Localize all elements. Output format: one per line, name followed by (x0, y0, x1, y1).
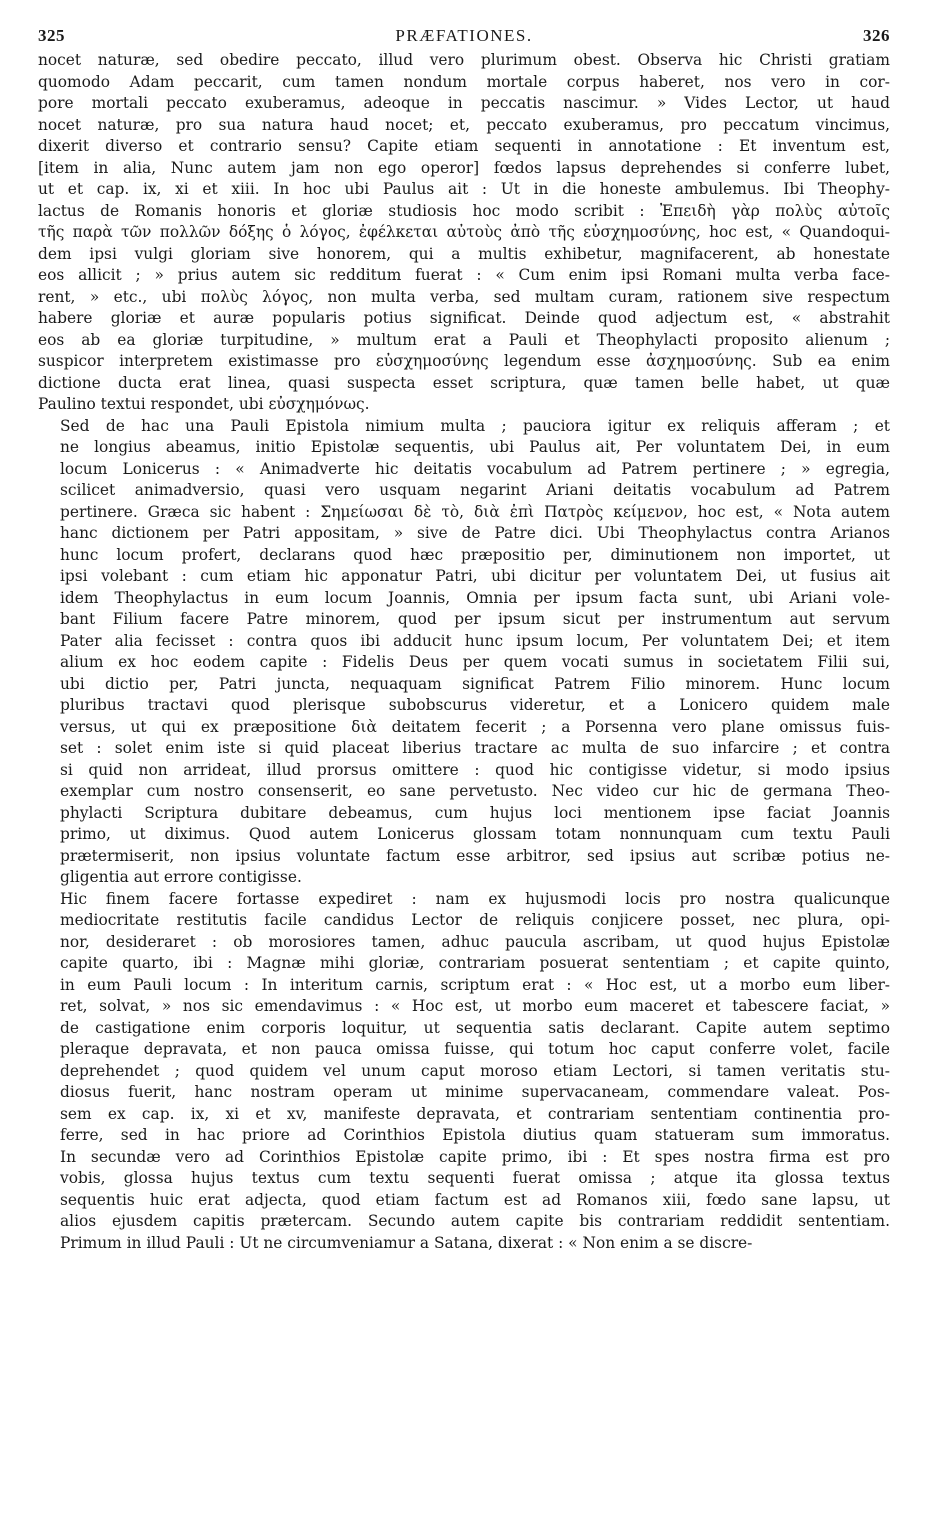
text-line: Sed de hac una Pauli Epistola nimium multa ; pauciora igitur ex reliquis afferam ; et (60, 416, 890, 435)
text-line: alios ejusdem capitis prætercam. Secundo autem capite bis contrariam reddidit sententiam. (60, 1212, 890, 1230)
text-line: lactus de Romanis honoris et gloriæ studiosis hoc modo scribit : Ἐπειδὴ γὰρ πολὺς αὐτοῖς (38, 201, 890, 220)
text-line: Primum in illud Pauli : Ut ne circumveniamur a Satana, dixerat : « Non enim a se discre- (60, 1233, 753, 1252)
text-line: Paulino textui respondet, ubi εὐσχημόνως. (38, 395, 370, 413)
text-line: diosus fuerit, hanc nostram operam ut minime supervacaneam, commendare valeat. Pos- (60, 1083, 890, 1101)
text-line: hanc dictionem per Patri appositam, » sive de Patre dici. Ubi Theophylactus contra Arianos (60, 524, 890, 542)
text-line: sem ex cap. ix, xi et xv, manifeste depravata, et contrariam sententiam continentia pro- (60, 1104, 890, 1123)
text-line: ipsi volebant : cum etiam hic apponatur Patri, ubi dicitur per voluntatem Dei, ut fusius ait (60, 567, 890, 585)
text-line: versus, ut qui ex præpositione διὰ deitatem fecerit ; a Porsenna vero plane omissus fuis- (60, 717, 890, 736)
text-line: capite quarto, ibi : Magnæ mihi gloriæ, contrariam posuerat sententiam ; et capite quinto, (60, 954, 890, 972)
text-line: habere gloriæ et auræ popularis potius significat. Deinde quod adjectum est, « abstrahit (38, 309, 890, 327)
text-line: prætermiserit, non ipsius voluntate factum esse arbitror, sed ipsius aut scribæ potius ne- (60, 846, 890, 865)
text-line: ret, solvat, » nos sic emendavimus : « Hoc est, ut morbo eum maceret et tabescere faciat, » (60, 997, 890, 1015)
text-line: ferre, sed in hac priore ad Corinthios Epistola diutius quam statueram sum immoratus. (60, 1126, 890, 1144)
text-line: mediocritate restitutis facile candidus Lector de reliquis conjicere posset, nec plura, opi- (60, 911, 890, 929)
text-line: pluribus tractavi quod plerisque subobscurus videretur, et a Lonicero quidem male (60, 696, 890, 714)
text-line: gligentia aut errore contigisse. (60, 868, 302, 886)
text-line: bant Filium facere Patre minorem, quod per ipsum sicut per instrumentum aut servum (60, 610, 890, 628)
text-line: pore mortali peccato exuberamus, adeoque in peccatis nascimur. » Vides Lector, ut haud (38, 94, 890, 112)
text-line: suspicor interpretem existimasse pro εὐσχημοσύνης legendum esse ἀσχημοσύνης. Sub ea enim (38, 352, 890, 370)
text-line: pertinere. Græca sic habent : Σημείωσαι δὲ τὸ, διὰ ἐπὶ Πατρὸς κείμενον, hoc est, « Nota autem (60, 502, 890, 521)
paragraph (38, 889, 890, 1255)
text-line: ne longius abeamus, initio Epistolæ sequentis, ubi Paulus ait, Per voluntatem Dei, in eum (60, 438, 890, 456)
text-line: Pater alia fecisset : contra quos ibi adducit hunc ipsum locum, Per voluntatem Dei; et item (60, 631, 890, 650)
text-line: sequentis huic erat adjecta, quod etiam factum est ad Romanos xiii, fœdo sane lapsu, ut (60, 1190, 890, 1209)
text-line: dictione ducta erat linea, quasi suspecta esset scriptura, quæ tamen belle habet, ut quæ (38, 373, 890, 392)
text-line: quomodo Adam peccarit, cum tamen nondum mortale corpus haberet, nos vero in cor- (38, 72, 890, 91)
text-line: primo, ut diximus. Quod autem Lonicerus glossam totam nonnunquam cum textu Pauli (60, 825, 890, 843)
paragraph (38, 50, 890, 416)
text-line: locum Lonicerus : « Animadverte hic deitatis vocabulum ad Patrem pertinere ; » egregia, (60, 459, 890, 478)
text-line: rent, » etc., ubi πολὺς λόγος, non multa verba, sed multam curam, rationem sive respectum (38, 287, 890, 306)
text-line: phylacti Scriptura dubitare debeamus, cum hujus loci mentionem ipse faciat Joannis (60, 803, 890, 822)
text-line: set : solet enim iste si quid placeat liberius tractare ac multa de suo infarcire ; et contra (60, 739, 890, 757)
text-line: pleraque depravata, et non pauca omissa fuisse, qui totum hoc caput conferre volet, facile (60, 1040, 890, 1058)
text-line: in eum Pauli locum : In interitum carnis, scriptum erat : « Hoc est, ut a morbo eum liber- (60, 975, 890, 994)
text-line: vobis, glossa hujus textus cum textu sequenti fuerat omissa ; atque ita glossa textus (60, 1169, 890, 1187)
text-line: si quid non arrideat, illud prorsus omittere : quod hic contigisse videtur, si modo ipsius (60, 760, 890, 779)
text-line: dem ipsi vulgi gloriam sive honorem, qui a multis exhibetur, magnifacerent, ab honestate (38, 244, 890, 263)
paragraph (38, 416, 890, 889)
page-number-right: 326 (863, 26, 890, 45)
text-line: deprehendet ; quod quidem vel unum caput moroso etiam Lectori, si tamen veritatis stu- (60, 1061, 890, 1080)
text-line: exemplar cum nostro consenserit, eo sane pervetusto. Nec video cur hic de germana Theo- (60, 782, 890, 800)
text-line: nocet naturæ, pro sua natura haud nocet; et, peccato exuberamus, pro peccatum vincimus, (38, 115, 890, 134)
text-line: eos ab ea gloriæ turpitudine, » multum erat a Pauli et Theophylacti proposito alienum ; (38, 330, 890, 349)
text-line: alium ex hoc eodem capite : Fidelis Deus per quem vocati sumus in societatem Filii sui, (60, 653, 890, 671)
text-line: eos allicit ; » prius autem sic redditum fuerat : « Cum enim ipsi Romani multa verba face- (38, 266, 890, 284)
text-line: dixerit diverso et contrario sensu? Capite etiam sequenti in annotatione : Et inventum est, (38, 137, 890, 155)
text-line: scilicet animadversio, quasi vero usquam negarint Ariani deitatis vocabulum ad Patrem (60, 481, 890, 499)
text-line: de castigatione enim corporis loquitur, ut sequentia satis declarant. Capite autem septimo (60, 1018, 890, 1037)
text-line: idem Theophylactus in eum locum Joannis, Omnia per ipsum facta sunt, ubi Ariani vole- (60, 588, 890, 607)
text-line: nocet naturæ, sed obedire peccato, illud vero plurimum obest. Observa hic Christi gratiam (38, 51, 890, 69)
text-line: τῆς παρὰ τῶν πολλῶν δόξης ὁ λόγος, ἐφέλκεται αὐτοὺς ἀπὸ τῆς εὐσχημοσύνης, hoc est, « Quandoqui- (38, 223, 890, 241)
running-title: PRÆFATIONES. (395, 26, 533, 45)
text-line: In secundæ vero ad Corinthios Epistolæ capite primo, ibi : Et spes nostra firma est pro (60, 1147, 890, 1166)
running-header (38, 26, 890, 50)
page-number-left: 325 (38, 26, 65, 45)
text-line: hunc locum profert, declarans quod hæc præpositio per, diminutionem non importet, ut (60, 545, 890, 564)
text-line: ut et cap. ix, xi et xiii. In hoc ubi Paulus ait : Ut in die honeste ambulemus. Ibi Theophy- (38, 180, 890, 198)
text-line: ubi dictio per, Patri juncta, nequaquam significat Patrem Filio minorem. Hunc locum (60, 674, 890, 693)
text-line: Hic finem facere fortasse expediret : nam ex hujusmodi locis pro nostra qualicunque (60, 889, 890, 908)
body-text (38, 50, 890, 1254)
text-line: [item in alia, Nunc autem jam non ego operor] fœdos lapsus deprehendes si conferre lubet, (38, 158, 890, 177)
text-line: nor, desideraret : ob morosiores tamen, adhuc paucula ascribam, ut quod hujus Epistolæ (60, 932, 890, 951)
